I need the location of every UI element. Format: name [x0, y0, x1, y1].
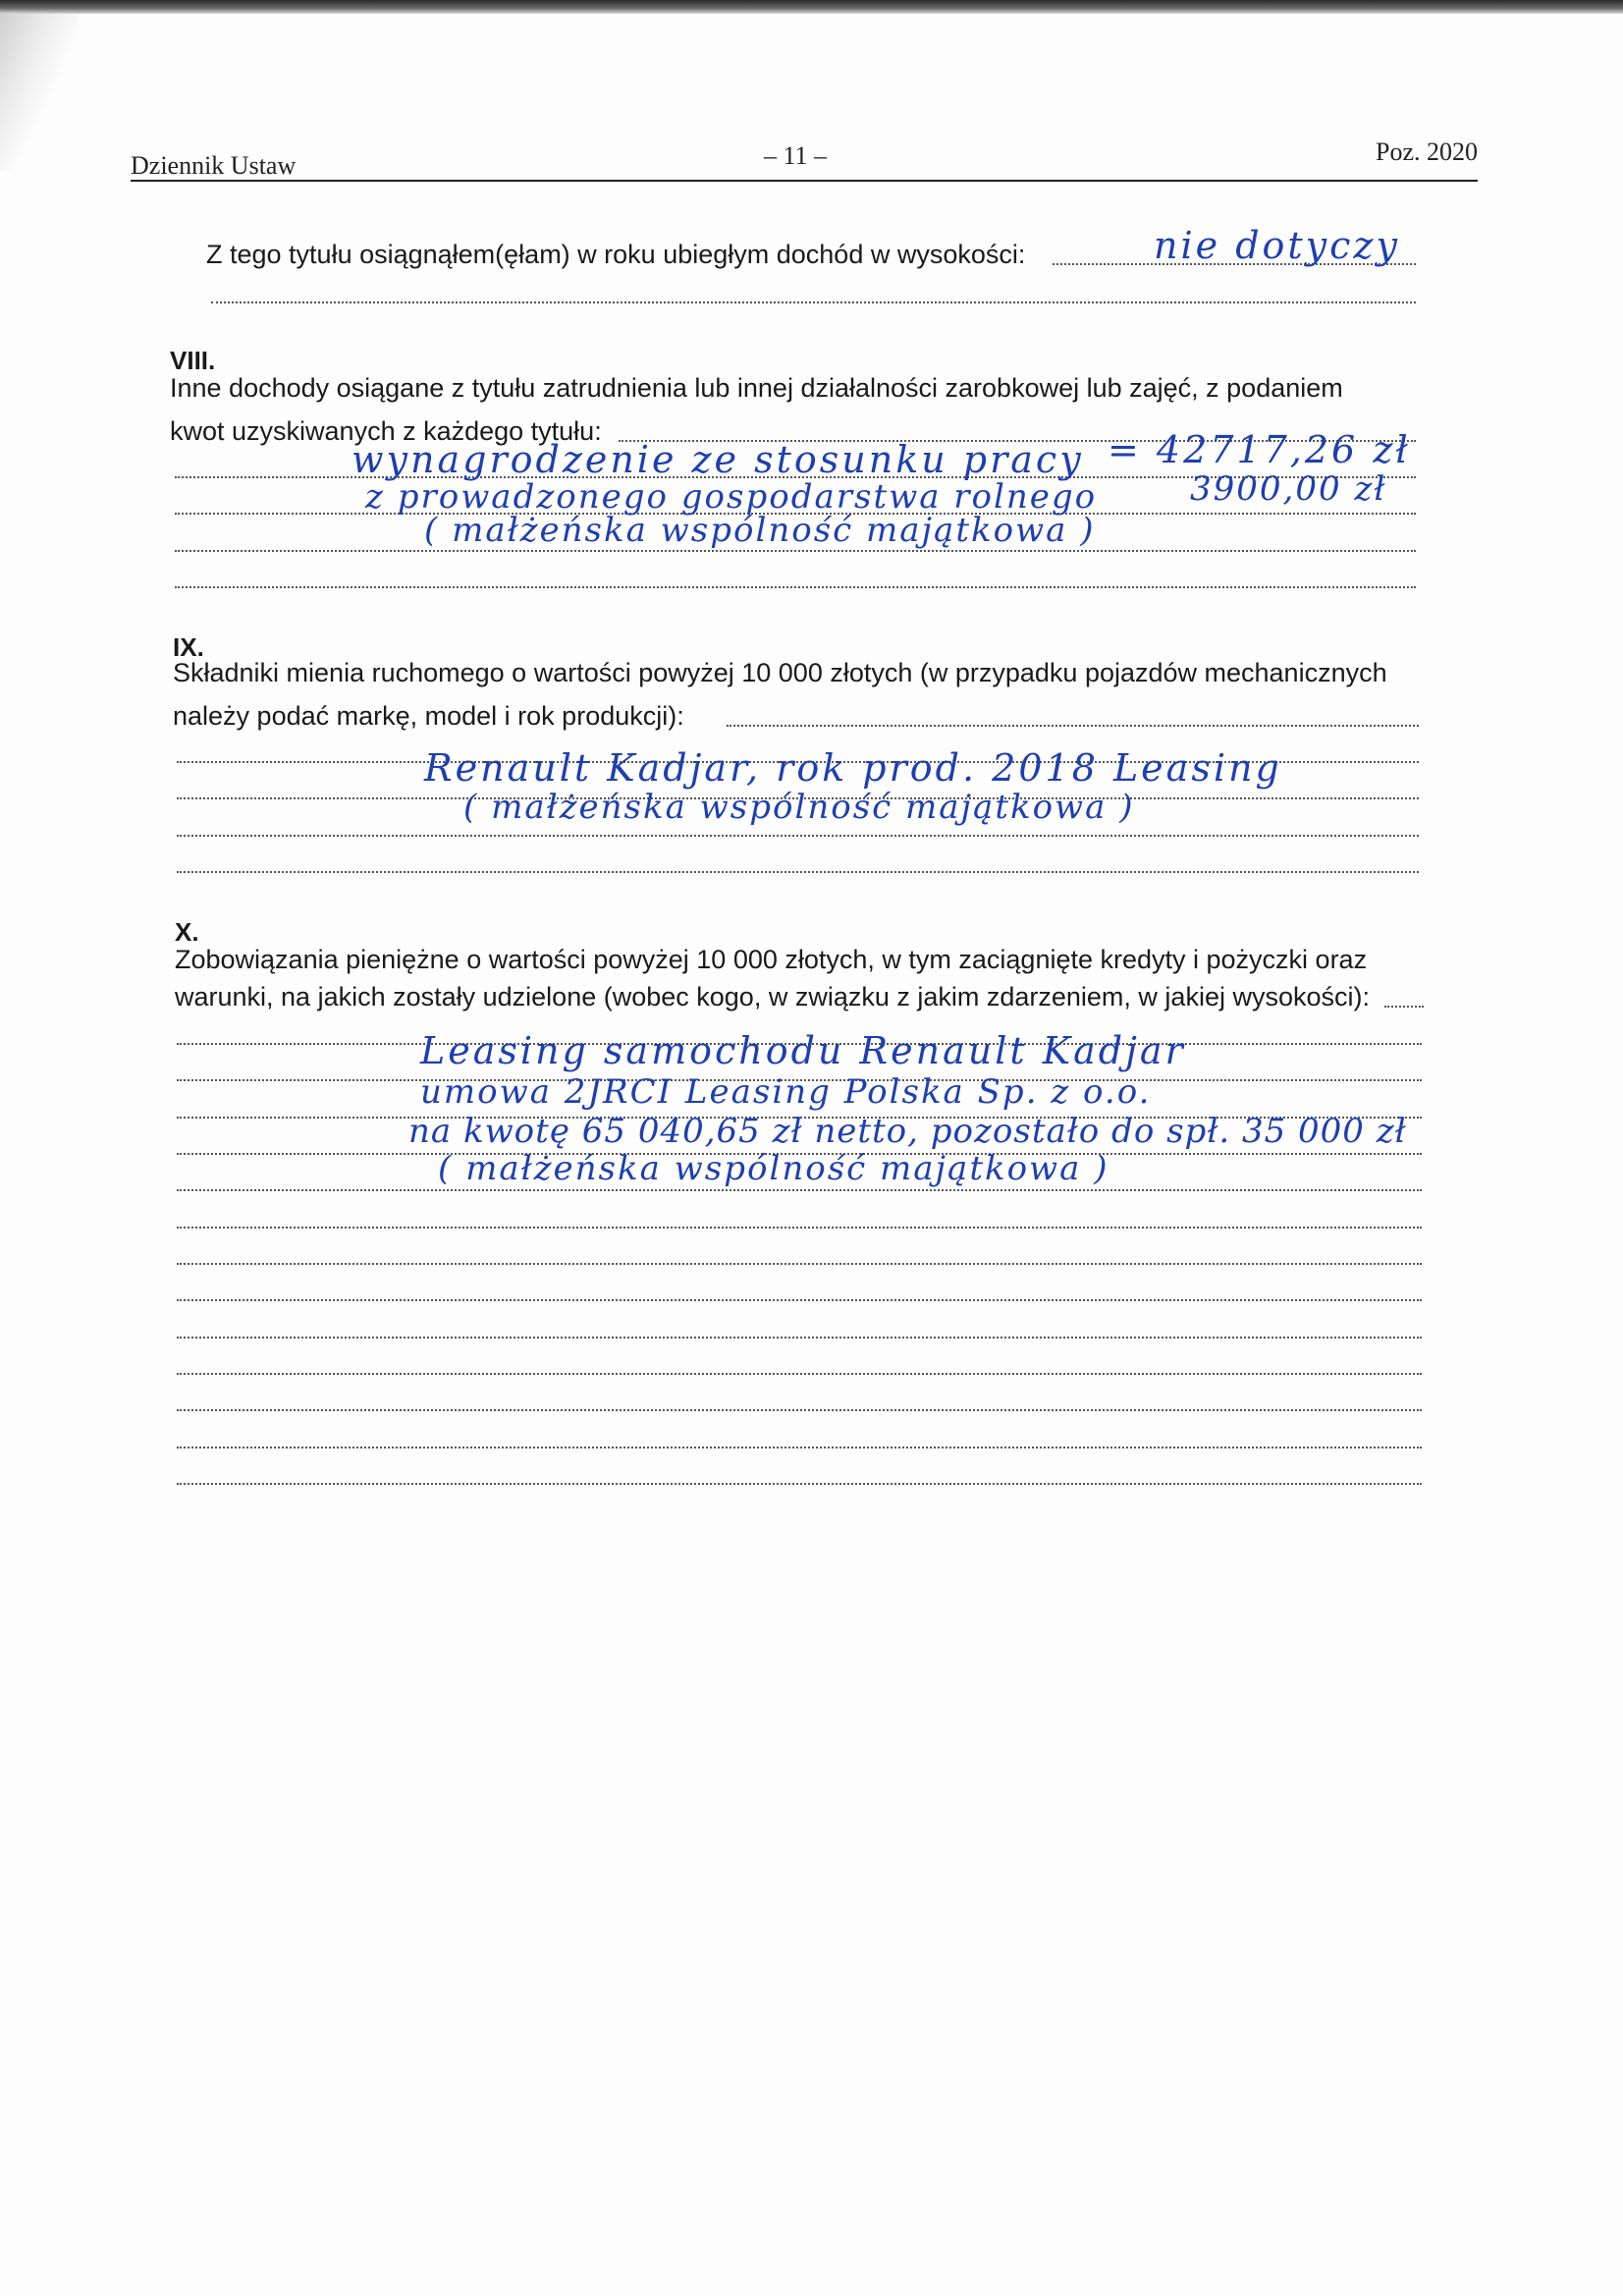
- handwritten-viii-5: ( małżeńska wspólność majątkowa ): [424, 511, 1096, 550]
- handwritten-x-4: ( małżeńska wspólność majątkowa ): [438, 1149, 1109, 1188]
- income-label: Z tego tytułu osiągnąłem(ęłam) w roku ubiegłym dochód w wysokości:: [206, 240, 1026, 269]
- dotted-line: [727, 725, 1419, 727]
- dotted-line: [177, 1409, 1422, 1411]
- dotted-line: [175, 586, 1416, 588]
- dotted-line: [175, 550, 1416, 552]
- page-number: – 11 –: [764, 141, 828, 170]
- dotted-line: [177, 1227, 1422, 1229]
- handwritten-x-2: umowa 2JRCI Leasing Polska Sp. z o.o.: [420, 1072, 1152, 1112]
- handwritten-x-1: Leasing samochodu Renault Kadjar: [420, 1029, 1186, 1072]
- journal-title: Dziennik Ustaw: [131, 151, 297, 180]
- dotted-line: [177, 871, 1419, 873]
- handwritten-x-3: na kwotę 65 040,65 zł netto, pozostało do spł. 35 000 zł: [408, 1112, 1407, 1151]
- handwritten-viii-1: wynagrodzenie ze stosunku pracy: [352, 438, 1084, 481]
- dotted-line: [177, 1447, 1422, 1449]
- handwritten-viii-2: = 42717,26 zł: [1108, 428, 1411, 471]
- section-number-ix: IX.: [173, 632, 204, 662]
- section-x-text-2: warunki, na jakich zostały udzielone (wobec kogo, w związku z jakim zdarzeniem, w jakiej wysokości):: [175, 982, 1370, 1011]
- section-viii-text-2: kwot uzyskiwanych z każdego tytułu:: [170, 416, 602, 446]
- section-number-viii: VIII.: [170, 346, 216, 375]
- dotted-line: [1384, 1006, 1424, 1008]
- dotted-line: [177, 1189, 1422, 1191]
- folded-corner: [0, 14, 79, 171]
- handwritten-income: nie dotyczy: [1154, 224, 1400, 267]
- handwritten-ix-2: ( małżeńska wspólność majątkowa ): [463, 788, 1135, 827]
- handwritten-viii-4: 3900,00 zł: [1190, 469, 1387, 509]
- section-ix-text-2: należy podać markę, model i rok produkcji):: [173, 701, 684, 731]
- dotted-line: [177, 1299, 1422, 1301]
- dotted-line: [177, 1373, 1422, 1375]
- section-number-x: X.: [175, 917, 199, 947]
- dotted-line: [177, 1337, 1422, 1339]
- dotted-line: [177, 835, 1419, 837]
- handwritten-ix-1: Renault Kadjar, rok prod. 2018 Leasing: [424, 746, 1282, 790]
- section-ix-text-1: Składniki mienia ruchomego o wartości powyżej 10 000 złotych (w przypadku pojazdów mechanicznych: [173, 658, 1387, 687]
- dotted-line: [211, 301, 1416, 303]
- section-x-text-1: Zobowiązania pieniężne o wartości powyżej 10 000 złotych, w tym zaciągnięte kredyty i pożyczki oraz: [175, 945, 1368, 974]
- position-number: Poz. 2020: [1376, 137, 1478, 166]
- dotted-line: [177, 1483, 1422, 1485]
- section-viii-text-1: Inne dochody osiągane z tytułu zatrudnienia lub innej działalności zarobkowej lub zajęć, z podaniem: [170, 373, 1343, 403]
- dotted-line: [177, 1263, 1422, 1265]
- page-header: [131, 137, 1478, 181]
- header-rule: [131, 180, 1478, 182]
- handwritten-viii-3: z prowadzonego gospodarstwa rolnego: [365, 477, 1098, 517]
- scan-edge: [0, 0, 1623, 14]
